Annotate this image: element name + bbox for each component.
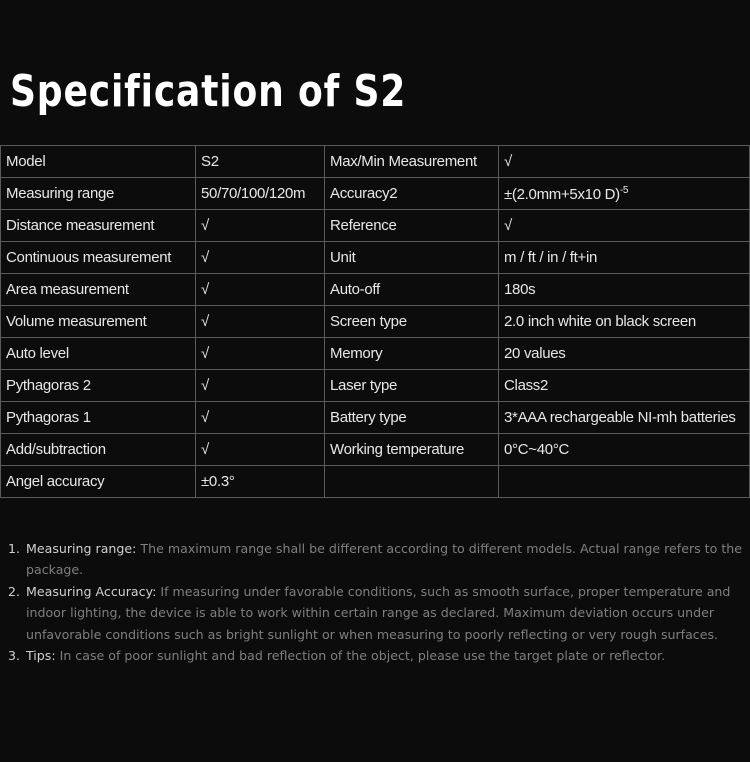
spec-label <box>1 242 196 274</box>
spec-row <box>1 466 750 498</box>
spec-label <box>1 146 196 178</box>
spec-label <box>325 274 499 306</box>
spec-label-text: Auto-off <box>330 281 380 298</box>
spec-label-text: Model <box>6 153 46 170</box>
spec-label <box>325 146 499 178</box>
spec-label <box>325 402 499 434</box>
note-label: Measuring Accuracy: <box>26 583 157 599</box>
spec-row <box>1 306 750 338</box>
spec-value <box>196 146 325 178</box>
spec-label <box>325 370 499 402</box>
spec-label <box>1 178 196 210</box>
spec-value-text: √ <box>201 409 209 426</box>
spec-value <box>499 242 750 274</box>
spec-label <box>325 306 499 338</box>
spec-row <box>1 402 750 434</box>
spec-label-text: Add/subtraction <box>6 441 106 458</box>
spec-row <box>1 210 750 242</box>
spec-value <box>499 210 750 242</box>
spec-value-text: √ <box>201 377 209 394</box>
spec-label <box>1 274 196 306</box>
spec-label <box>1 306 196 338</box>
spec-label-text: Auto level <box>6 345 69 362</box>
spec-value-superscript: -5 <box>619 184 629 196</box>
spec-label-text: Pythagoras 2 <box>6 377 91 394</box>
spec-value <box>499 274 750 306</box>
spec-value-text: 50/70/100/120m <box>201 185 306 202</box>
spec-value-text: 180s <box>504 281 536 298</box>
note-text: In case of poor sunlight and bad reflection of the object, please use the target plate or reflector. <box>55 648 666 664</box>
spec-value-text: √ <box>504 153 512 170</box>
spec-label <box>325 338 499 370</box>
spec-value <box>196 466 325 498</box>
spec-label-text: Measuring range <box>6 185 115 202</box>
spec-value <box>499 146 750 178</box>
spec-label-text: Angel accuracy <box>6 473 105 490</box>
spec-row <box>1 178 750 210</box>
spec-value <box>499 370 750 402</box>
note-text: If measuring under favorable conditions, such as smooth surface, proper temperature and indoor lighting, the device is able to work within certain range as declared. Maximum deviation occurs under unfavorable conditions such as bright sunlight or when measuring to poorly reflecting or very rough surfaces. <box>26 583 731 642</box>
spec-label-text: Memory <box>330 345 383 362</box>
spec-value <box>196 434 325 466</box>
spec-label-text: Volume measurement <box>6 313 147 330</box>
spec-value <box>499 306 750 338</box>
spec-label-text: Working temperature <box>330 441 465 458</box>
spec-value-text: 0°C~40°C <box>504 441 570 458</box>
spec-value-text: √ <box>504 217 512 234</box>
spec-label-text: Area measurement <box>6 281 129 298</box>
spec-value-text: √ <box>201 313 209 330</box>
spec-label <box>1 338 196 370</box>
spec-value <box>196 306 325 338</box>
page-title: Specification of S2 <box>10 66 407 117</box>
note-label: Tips: <box>26 648 56 664</box>
notes-list <box>8 538 746 666</box>
spec-value-text: m / ft / in / ft+in <box>504 249 598 266</box>
spec-value <box>196 402 325 434</box>
spec-label <box>1 210 196 242</box>
spec-table <box>0 145 750 498</box>
spec-value-text: √ <box>201 281 209 298</box>
spec-label-text: Distance measurement <box>6 217 155 234</box>
spec-label <box>325 466 499 498</box>
spec-label <box>1 466 196 498</box>
spec-value <box>499 466 750 498</box>
spec-row <box>1 370 750 402</box>
spec-value <box>196 370 325 402</box>
spec-label-text: Continuous measurement <box>6 249 172 266</box>
spec-value-text: √ <box>201 217 209 234</box>
note-item <box>8 581 746 645</box>
spec-label-text: Reference <box>330 217 397 234</box>
spec-value <box>196 274 325 306</box>
spec-row <box>1 146 750 178</box>
spec-value-text: S2 <box>201 153 219 170</box>
note-label: Measuring range: <box>26 541 137 556</box>
spec-value <box>196 338 325 370</box>
spec-label <box>1 370 196 402</box>
spec-label-text: Laser type <box>330 377 398 394</box>
spec-value-text: ±(2.0mm+5x10 D) <box>504 185 620 203</box>
spec-label-text: Screen type <box>330 313 407 330</box>
spec-value <box>499 338 750 370</box>
note-item <box>8 538 746 581</box>
spec-label <box>1 434 196 466</box>
spec-value <box>196 210 325 242</box>
note-number: 2. <box>8 583 21 599</box>
note-text: The maximum range shall be different according to different models. Actual range refers to the package. <box>26 541 742 578</box>
spec-value <box>196 178 325 210</box>
spec-value-text: √ <box>201 249 209 266</box>
spec-label-text: Pythagoras 1 <box>6 409 91 426</box>
spec-row <box>1 274 750 306</box>
spec-value-text: √ <box>201 345 209 362</box>
spec-value-text: Class2 <box>504 377 549 394</box>
spec-value-text: 2.0 inch white on black screen <box>504 313 696 330</box>
spec-label-text: Max/Min Measurement <box>330 153 477 170</box>
spec-label <box>325 210 499 242</box>
spec-row <box>1 434 750 466</box>
spec-label <box>1 402 196 434</box>
spec-value-text: √ <box>201 441 209 458</box>
spec-value-text: ±0.3° <box>201 473 235 490</box>
note-number: 1. <box>8 541 21 556</box>
spec-label <box>325 178 499 210</box>
spec-label-text: Battery type <box>330 409 407 426</box>
spec-label <box>325 242 499 274</box>
spec-value <box>499 402 750 434</box>
spec-label <box>325 434 499 466</box>
spec-row <box>1 338 750 370</box>
spec-value <box>499 178 750 210</box>
spec-row <box>1 242 750 274</box>
spec-value <box>499 434 750 466</box>
note-number: 3. <box>8 648 21 664</box>
spec-value-text: 20 values <box>504 345 566 362</box>
spec-label-text: Accuracy2 <box>330 185 398 202</box>
spec-label-text: Unit <box>330 249 356 266</box>
spec-value-text: 3*AAA rechargeable NI-mh batteries <box>504 409 736 426</box>
spec-value <box>196 242 325 274</box>
note-item <box>8 645 746 666</box>
